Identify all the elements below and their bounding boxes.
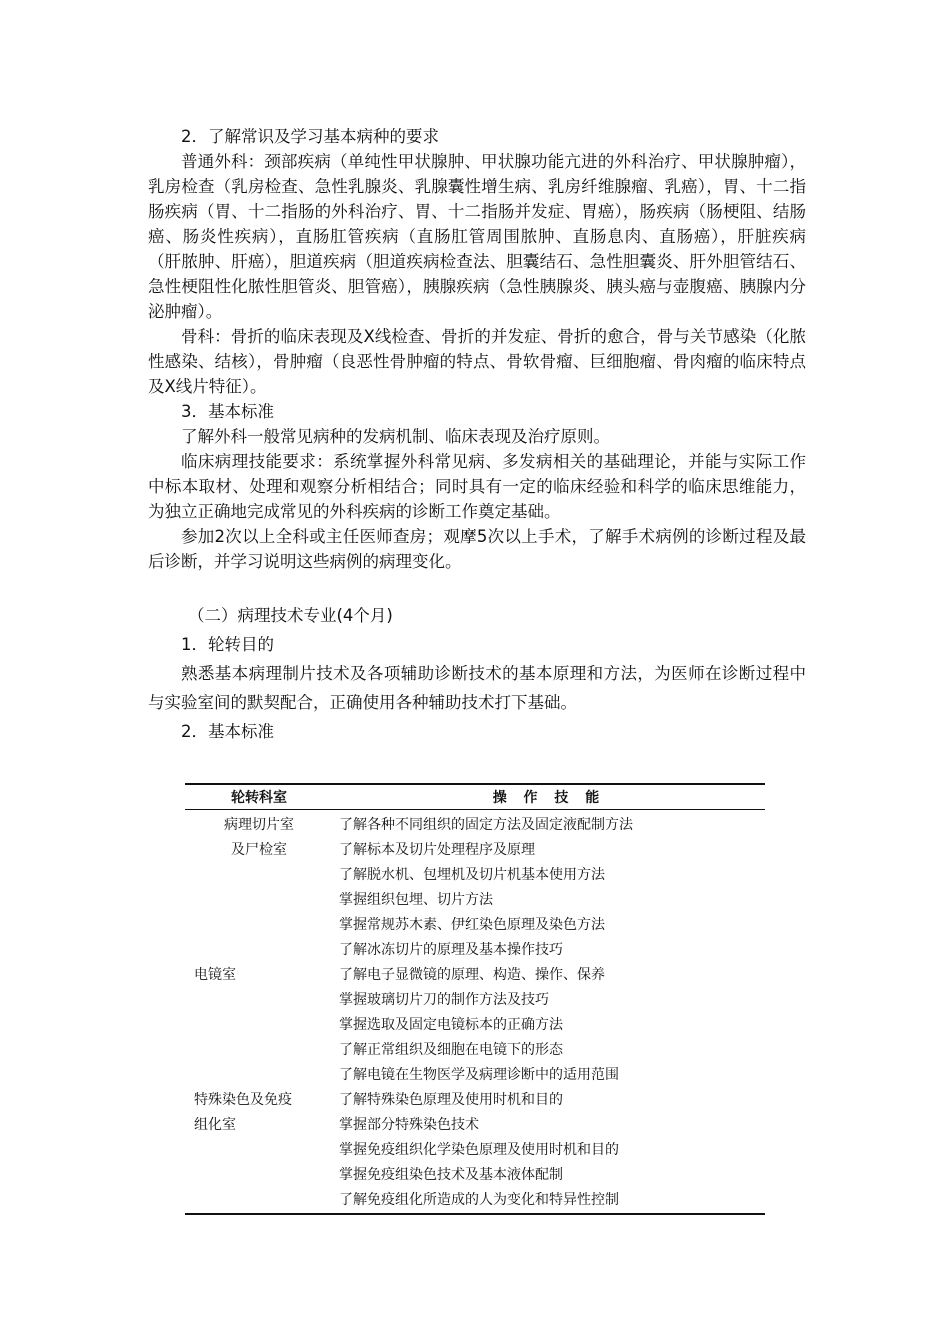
skill-item: 了解特殊染色原理及使用时机和目的: [339, 1092, 563, 1108]
skill-item: 了解电子显微镜的原理、构造、操作、保养: [339, 967, 605, 983]
paragraph-orthopedics: 骨科：骨折的临床表现及X线检查、骨折的并发症、骨折的愈合，骨与关节感染（化脓性感染、结核），骨肿瘤（良恶性骨肿瘤的特点、骨软骨瘤、巨细胞瘤、骨肉瘤的临床特点及X线片特征）。: [148, 327, 806, 396]
skill-item: 了解电镜在生物医学及病理诊断中的适用范围: [339, 1067, 619, 1083]
section-gap: [148, 574, 806, 601]
heading-rotation-purpose: 1．轮转目的: [181, 635, 274, 654]
department-label: 电镜室: [194, 967, 236, 983]
skill-item: 了解标本及切片处理程序及原理: [339, 842, 535, 858]
department-label: 及尸检室: [231, 842, 287, 858]
department-cell: [185, 1088, 333, 1214]
skill-item: 了解正常组织及细胞在电镜下的形态: [339, 1042, 563, 1058]
skill-item: 掌握部分特殊染色技术: [339, 1117, 479, 1133]
skill-item: 掌握玻璃切片刀的制作方法及技巧: [339, 992, 549, 1008]
section-pathology-technique: [148, 601, 806, 746]
column-header-skills: 操 作 技 能: [333, 784, 765, 810]
skill-item: 了解各种不同组织的固定方法及固定液配制方法: [339, 817, 633, 833]
table-row: [185, 963, 765, 1088]
department-cell: [185, 810, 333, 964]
department-label: 病理切片室: [224, 817, 294, 833]
paragraph-purpose: 熟悉基本病理制片技术及各项辅助诊断技术的基本原理和方法，为医师在诊断过程中与实验室间的默契配合，正确使用各种辅助技术打下基础。: [148, 664, 806, 712]
table-row: [185, 810, 765, 964]
department-cell: [185, 963, 333, 1088]
skill-item: 了解免疫组化所造成的人为变化和特异性控制: [339, 1192, 619, 1208]
skill-item: 掌握组织包埋、切片方法: [339, 892, 493, 908]
paragraph-standard: 了解外科一般常见病种的发病机制、临床表现及治疗原则。: [181, 427, 610, 446]
document-body: [148, 124, 806, 746]
table-row: [185, 1088, 765, 1214]
skill-item: 了解脱水机、包埋机及切片机基本使用方法: [339, 867, 605, 883]
skills-cell: [333, 963, 765, 1088]
heading-basic-standard-2: 2．基本标准: [181, 722, 274, 741]
skill-item: 了解冰冻切片的原理及基本操作技巧: [339, 942, 563, 958]
paragraph-clinical-requirements: 临床病理技能要求：系统掌握外科常见病、多发病相关的基础理论，并能与实际工作中标本取材、处理和观察分析相结合；同时具有一定的临床经验和科学的临床思维能力，为独立正确地完成常见的外科疾病的诊断工作奠定基础。: [148, 452, 806, 521]
skills-cell: [333, 810, 765, 964]
column-header-department: 轮转科室: [185, 784, 333, 810]
skill-item: 掌握免疫组织化学染色原理及使用时机和目的: [339, 1142, 619, 1158]
skill-item: 掌握常规苏木素、伊红染色原理及染色方法: [339, 917, 605, 933]
paragraph-general-surgery: 普通外科：颈部疾病（单纯性甲状腺肿、甲状腺功能亢进的外科治疗、甲状腺肿瘤），乳房检查（乳房检查、急性乳腺炎、乳腺囊性增生病、乳房纤维腺瘤、乳癌），胃、十二指肠疾病（胃、十二指肠的外科治疗、胃、十二指肠并发症、胃癌），肠疾病（肠梗阻、结肠癌、肠炎性疾病），直肠肛管疾病（直肠肛管周围脓肿、直肠息肉、直肠癌），肝脏疾病（肝脓肿、肝癌），胆道疾病（胆道疾病检查法、胆囊结石、急性胆囊炎、肝外胆管结石、急性梗阻性化脓性胆管炎、胆管癌），胰腺疾病（急性胰腺炎、胰头癌与壶腹癌、胰腺内分泌肿瘤）。: [148, 152, 806, 321]
rotation-skills-table: [185, 783, 765, 1215]
department-label: 组化室: [194, 1117, 236, 1133]
section-title: （二）病理技术专业(4个月): [188, 606, 393, 625]
table-header-row: [185, 784, 765, 810]
department-label: 特殊染色及免疫: [194, 1092, 292, 1108]
heading-basic-standard: 3．基本标准: [181, 402, 274, 421]
skill-item: 掌握选取及固定电镜标本的正确方法: [339, 1017, 563, 1033]
skills-cell: [333, 1088, 765, 1214]
paragraph-ward-rounds: 参加2次以上全科或主任医师查房；观摩5次以上手术，了解手术病例的诊断过程及最后诊断，并学习说明这些病例的病理变化。: [148, 527, 806, 571]
skill-item: 掌握免疫组染色技术及基本液体配制: [339, 1167, 563, 1183]
heading-basic-diseases: 2．了解常识及学习基本病种的要求: [181, 127, 439, 146]
